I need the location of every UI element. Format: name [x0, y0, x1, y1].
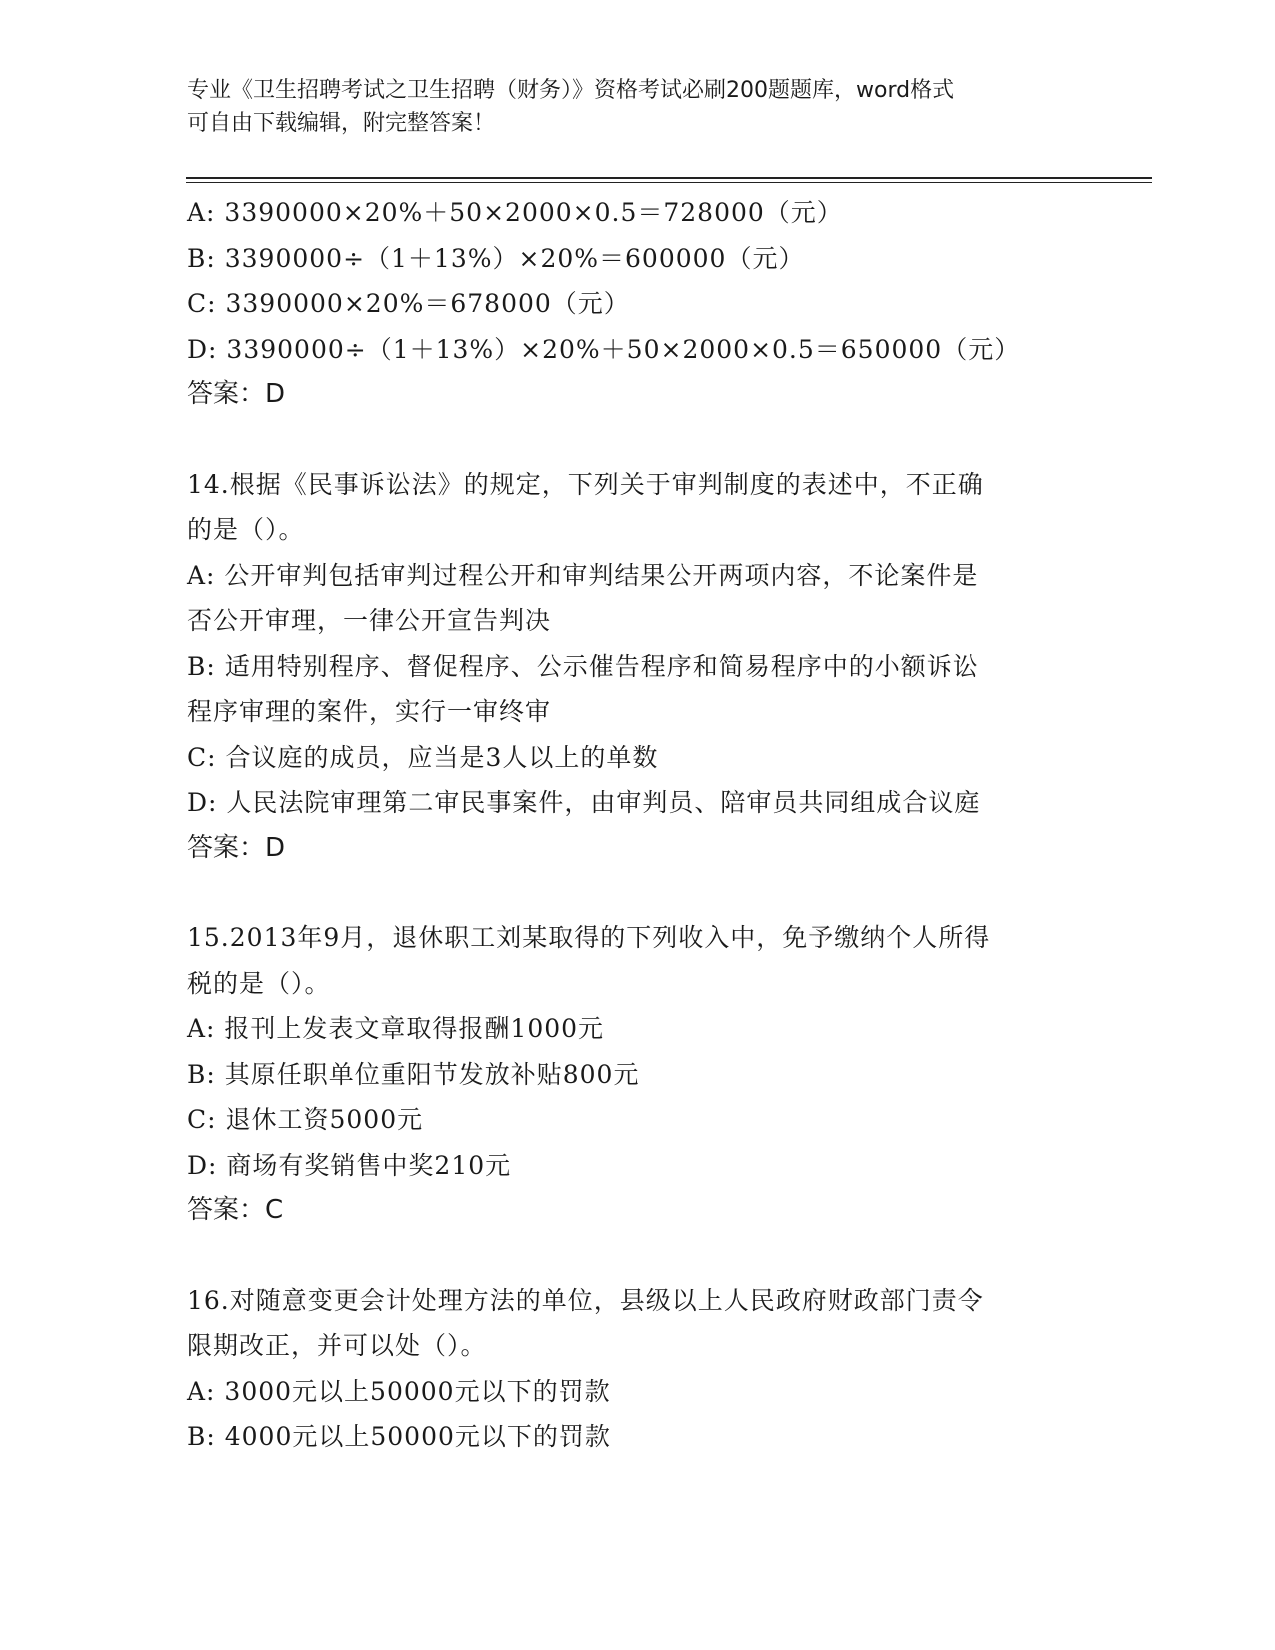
option-b: B: 其原任职单位重阳节发放补贴800元 — [187, 1059, 640, 1089]
option-a: A: 3390000×20%＋50×2000×0.5＝728000（元） — [187, 198, 843, 227]
option-b: B: 3390000÷（1＋13%）×20%＝600000（元） — [187, 243, 805, 273]
option-d: D: 商场有奖销售中奖210元 — [187, 1150, 512, 1180]
question-stem: 限期改正，并可以处（）。 — [187, 1331, 487, 1360]
option-a: A: 公开审判包括审判过程公开和审判结果公开两项内容，不论案件是 — [187, 560, 979, 590]
header-rule-thin — [186, 182, 1152, 183]
question-stem: 税的是（）。 — [187, 968, 331, 998]
option-d: D: 3390000÷（1＋13%）×20%＋50×2000×0.5＝650000（元） — [187, 334, 1021, 364]
question-stem: 16.对随意变更会计处理方法的单位，县级以上人民政府财政部门责令 — [187, 1285, 984, 1315]
option-d: D: 人民法院审理第二审民事案件，由审判员、陪审员共同组成合议庭 — [187, 788, 981, 817]
option-c: C: 合议庭的成员，应当是3人以上的单数 — [187, 742, 659, 772]
question-list — [187, 190, 1087, 1460]
question-16 — [187, 1278, 1087, 1460]
option-c: C: 退休工资5000元 — [187, 1105, 424, 1134]
header-line-2: 可自由下载编辑，附完整答案！ — [187, 111, 496, 136]
option-a-cont: 否公开审理，一律公开宣告判决 — [187, 606, 552, 635]
question-stem: 15.2013年9月，退休职工刘某取得的下列收入中，免予缴纳个人所得 — [187, 923, 991, 952]
option-c: C: 3390000×20%＝678000（元） — [187, 289, 630, 318]
option-a: A: 报刊上发表文章取得报酬1000元 — [187, 1014, 605, 1043]
option-b: B: 适用特别程序、督促程序、公示催告程序和简易程序中的小额诉讼 — [187, 651, 979, 681]
header-rule-thick — [186, 177, 1152, 179]
question-15 — [187, 915, 1087, 1234]
document-header — [187, 74, 1067, 140]
answer: 答案：C — [187, 1195, 284, 1225]
answer: 答案：D — [187, 832, 286, 863]
option-b-cont: 程序审理的案件，实行一审终审 — [187, 697, 552, 726]
question-14 — [187, 462, 1087, 872]
option-a: A: 3000元以上50000元以下的罚款 — [187, 1376, 611, 1406]
question-stem: 的是（）。 — [187, 515, 305, 544]
header-line-1: 专业《卫生招聘考试之卫生招聘（财务）》资格考试必刷200题题库，word格式 — [187, 78, 955, 103]
question-stem: 14.根据《民事诉讼法》的规定，下列关于审判制度的表述中，不正确 — [187, 469, 984, 499]
answer: 答案：D — [187, 379, 286, 409]
option-b: B: 4000元以上50000元以下的罚款 — [187, 1422, 611, 1451]
question-13 — [187, 190, 1087, 418]
